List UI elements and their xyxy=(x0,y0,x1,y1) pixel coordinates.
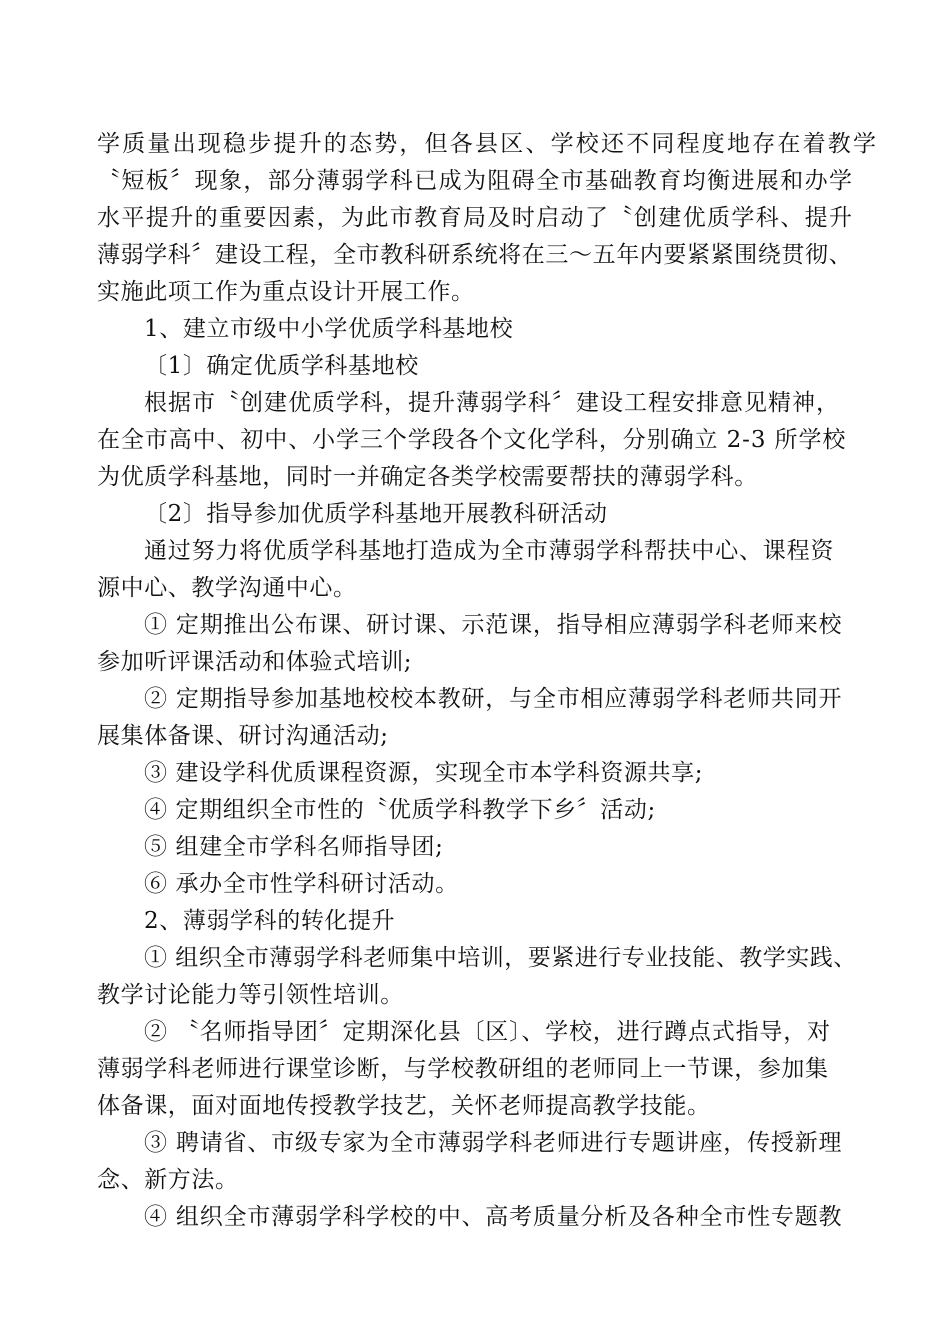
paragraph-line: 在全市高中、初中、小学三个学段各个文化学科，分别确立 2-3 所学校 xyxy=(97,427,847,453)
list-item: ① 定期推出公布课、研讨课、示范课，指导相应薄弱学科老师来校 xyxy=(144,612,843,638)
paragraph-line: 学质量出现稳步提升的态势，但各县区、学校还不同程度地存在着教学 xyxy=(97,131,879,157)
list-item-continuation: 念、新方法。 xyxy=(97,1167,239,1193)
paragraph-line: 为优质学科基地，同时一并确定各类学校需要帮扶的薄弱学科。 xyxy=(97,464,758,490)
paragraph-line: 实施此项工作为重点设计开展工作。 xyxy=(97,279,475,305)
section-heading: 1、建立市级中小学优质学科基地校 xyxy=(144,316,514,342)
list-item-continuation: 体备课，面对面地传授教学技艺，关怀老师提高教学技能。 xyxy=(97,1093,711,1119)
list-item: ② 定期指导参加基地校校本教研，与全市相应薄弱学科老师共同开 xyxy=(144,686,843,712)
paragraph-line: 薄弱学科〞建设工程，全市教科研系统将在三～五年内要紧紧围绕贯彻、 xyxy=(97,242,853,268)
list-item-continuation: 教学讨论能力等引领性培训。 xyxy=(97,982,404,1008)
paragraph-line: 根据市〝创建优质学科，提升薄弱学科〞建设工程安排意见精神， xyxy=(144,390,840,416)
list-item: ④ 组织全市薄弱学科学校的中、高考质量分析及各种全市性专题教 xyxy=(144,1204,843,1230)
list-item: ④ 定期组织全市性的〝优质学科教学下乡〞活动; xyxy=(144,797,656,823)
list-item-continuation: 展集体备课、研讨沟通活动; xyxy=(97,723,389,749)
list-item: ① 组织全市薄弱学科老师集中培训，要紧进行专业技能、教学实践、 xyxy=(144,945,857,971)
list-item-continuation: 参加听评课活动和体验式培训; xyxy=(97,649,413,675)
list-item: ⑥ 承办全市性学科研讨活动。 xyxy=(144,871,459,897)
paragraph-line: 〝短板〞现象，部分薄弱学科已成为阻碍全市基础教育均衡进展和办学 xyxy=(97,168,854,194)
paragraph-line: 源中心、教学沟通中心。 xyxy=(97,575,357,601)
paragraph-line: 水平提升的重要因素，为此市教育局及时启动了〝创建优质学科、提升 xyxy=(97,205,854,231)
section-heading: 2、薄弱学科的转化提升 xyxy=(144,908,396,934)
list-item-continuation: 薄弱学科老师进行课堂诊断，与学校教研组的老师同上一节课，参加集 xyxy=(97,1056,829,1082)
list-item: ⑤ 组建全市学科名师指导团; xyxy=(144,834,444,860)
paragraph-line: 通过努力将优质学科基地打造成为全市薄弱学科帮扶中心、课程资 xyxy=(144,538,835,564)
subsection-heading: 〔2〕指导参加优质学科基地开展教科研活动 xyxy=(144,501,608,527)
subsection-heading: 〔1〕确定优质学科基地校 xyxy=(144,353,419,379)
list-item: ③ 建设学科优质课程资源，实现全市本学科资源共享; xyxy=(144,760,704,786)
list-item: ③ 聘请省、市级专家为全市薄弱学科老师进行专题讲座，传授新理 xyxy=(144,1130,843,1156)
list-item: ② 〝名师指导团〞定期深化县〔区〕、学校，进行蹲点式指导，对 xyxy=(144,1019,831,1045)
